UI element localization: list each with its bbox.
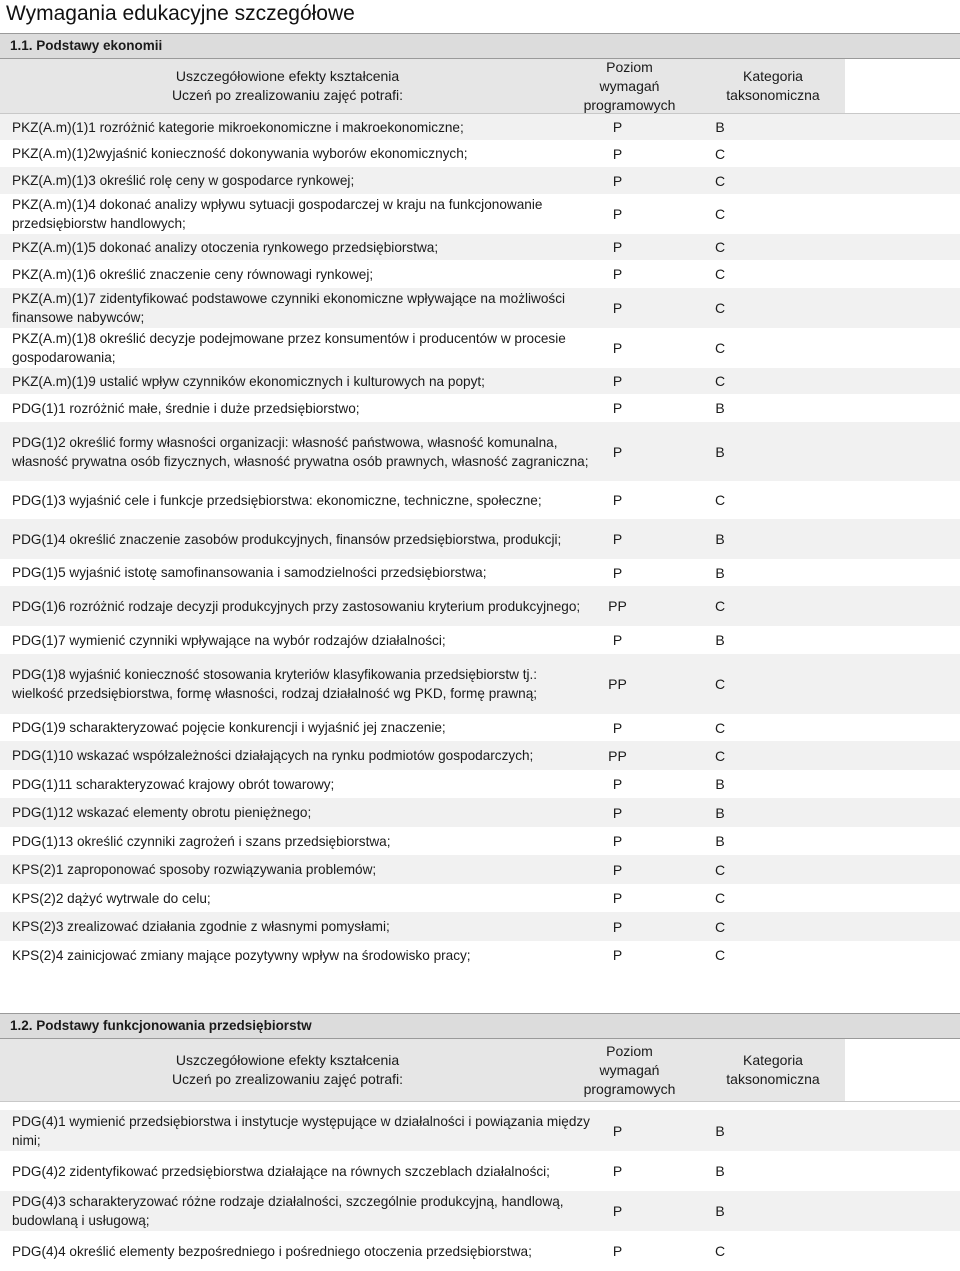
column-header-kategoria [695, 59, 845, 113]
row-poziom: P [612, 239, 623, 255]
table-row [0, 288, 960, 328]
row-kategoria: C [714, 918, 726, 935]
page-title: Wymagania edukacyjne szczegółowe [6, 2, 355, 25]
row-kategoria: C [714, 947, 726, 963]
row-text: PDG(1)4 określić znaczenie zasobów produkcyjnych, finansów przedsiębiorstwa, produkcji; [12, 531, 562, 547]
row-text: PDG(1)5 wyjaśnić istotę samofinansowania i samodzielności przedsiębiorstwa; [12, 565, 487, 580]
table-row [0, 798, 960, 827]
column-header-efekty [0, 1039, 560, 1101]
table-row [0, 941, 960, 969]
column-header-line: wymagań [599, 1061, 660, 1078]
column-header-line: wymagań [599, 77, 660, 94]
row-poziom: P [612, 564, 623, 581]
table-body [0, 1110, 960, 1271]
row-poziom: P [612, 1163, 623, 1179]
column-header-line: Uszczegółowione efekty kształcenia [175, 68, 400, 84]
row-text: PKZ(A.m)(1)5 dokonać analizy otoczenia rynkowego przedsiębiorstwa; [12, 239, 439, 255]
row-kategoria: C [714, 861, 726, 878]
row-text: PKZ(A.m)(1)8 określić decyzje podejmowane przez konsumentów i producentów w procesie gospodarowania; [12, 331, 566, 365]
row-poziom: P [612, 492, 623, 508]
row-poziom: P [612, 632, 623, 648]
row-poziom: P [612, 443, 623, 460]
row-text: PDG(1)9 scharakteryzować pojęcie konkurencji i wyjaśnić jej znaczenie; [12, 720, 446, 735]
table-row [0, 855, 960, 884]
row-text: PDG(4)4 określić elementy bezpośredniego i pośredniego otoczenia przedsiębiorstwa; [12, 1243, 532, 1259]
row-text: PKZ(A.m)(1)6 określić znaczenie ceny równowagi rynkowej; [12, 266, 374, 282]
row-kategoria: C [714, 676, 726, 692]
row-kategoria: C [714, 598, 726, 614]
table-row [0, 1191, 960, 1231]
row-poziom: P [612, 400, 623, 416]
row-text: PKZ(A.m)(1)2wyjaśnić konieczność dokonywania wyborów ekonomicznych; [12, 146, 468, 161]
table-row [0, 626, 960, 654]
row-text: PDG(4)3 scharakteryzować różne rodzaje działalności, szczególnie produkcyjną, handlową, budowlaną i usługową; [12, 1194, 564, 1228]
row-text: PDG(1)12 wskazać elementy obrotu pieniężnego; [12, 805, 312, 820]
table-body [0, 114, 960, 969]
table-row [0, 741, 960, 770]
row-text: PDG(1)7 wymienić czynniki wpływające na wybór rodzajów działalności; [12, 632, 446, 648]
row-text: PDG(4)2 zidentyfikować przedsiębiorstwa działające na równych szczeblach działalności; [12, 1163, 550, 1179]
row-poziom: P [612, 1122, 623, 1139]
row-kategoria: B [715, 1203, 725, 1219]
table-row [0, 714, 960, 741]
row-text: PDG(1)3 wyjaśnić cele i funkcje przedsiębiorstwa: ekonomiczne, techniczne, społeczne; [12, 492, 542, 508]
row-kategoria: B [715, 804, 725, 821]
row-poziom: PP [608, 747, 627, 764]
column-header-spacer [845, 59, 960, 113]
row-kategoria: B [715, 564, 725, 581]
row-poziom: P [612, 861, 623, 878]
row-kategoria: C [714, 266, 726, 282]
row-text: PDG(1)6 rozróżnić rodzaje decyzji produkcyjnych przy zastosowaniu kryterium produkcyjnego; [12, 598, 581, 614]
row-poziom: P [612, 266, 623, 282]
row-text: PDG(1)13 określić czynniki zagrożeń i szans przedsiębiorstwa; [12, 833, 391, 849]
row-kategoria: C [714, 239, 726, 255]
table-row [0, 586, 960, 626]
row-text: PKZ(A.m)(1)3 określić rolę ceny w gospodarce rynkowej; [12, 173, 355, 188]
row-text: PDG(1)11 scharakteryzować krajowy obrót towarowy; [12, 776, 335, 792]
column-header-row [0, 1039, 960, 1102]
row-text: PKZ(A.m)(1)7 zidentyfikować podstawowe czynniki ekonomiczne wpływające na możliwości finansowe nabywców; [12, 291, 566, 325]
column-header-line: Poziom [606, 1042, 653, 1059]
column-header-spacer [845, 1039, 960, 1101]
section-title: 1.1. Podstawy ekonomii [0, 33, 960, 59]
row-poziom: P [612, 833, 623, 849]
table-row [0, 194, 960, 234]
row-kategoria: B [715, 632, 725, 648]
row-text: KPS(2)1 zaproponować sposoby rozwiązywania problemów; [12, 862, 377, 877]
table-row [0, 328, 960, 368]
row-poziom: P [612, 145, 623, 162]
row-poziom: P [612, 1243, 623, 1259]
row-poziom: P [612, 531, 623, 547]
table-row [0, 140, 960, 167]
section-podstawy-funkcjonowania [0, 1013, 960, 1271]
table-row [0, 1231, 960, 1271]
row-poziom: P [612, 719, 623, 736]
row-kategoria: B [715, 531, 725, 547]
row-poziom: P [612, 804, 623, 821]
table-row [0, 912, 960, 941]
row-kategoria: C [714, 145, 726, 162]
column-header-poziom [560, 1039, 695, 1101]
row-kategoria: B [715, 776, 725, 792]
column-header-row [0, 59, 960, 114]
table-row [0, 770, 960, 798]
row-poziom: P [612, 206, 623, 222]
row-poziom: P [612, 776, 623, 792]
column-header-line: programowych [583, 96, 676, 113]
row-kategoria: C [714, 492, 726, 508]
row-kategoria: B [715, 400, 725, 416]
column-header-line: Kategoria [743, 68, 803, 84]
table-row [0, 422, 960, 481]
row-kategoria: C [714, 719, 726, 736]
row-kategoria: C [714, 890, 726, 906]
row-kategoria: C [714, 340, 726, 356]
section-podstawy-ekonomii [0, 33, 960, 969]
row-poziom: PP [608, 598, 627, 614]
row-kategoria: C [714, 300, 726, 316]
row-text: PKZ(A.m)(1)4 dokonać analizy wpływu sytuacji gospodarczej w kraju na funkcjonowanie przedsiębiorstw handlowych; [12, 197, 543, 231]
row-text: PDG(4)1 wymienić przedsiębiorstwa i instytucje występujące w działalności i powiązania między nimi; [12, 1113, 590, 1148]
row-text: PDG(1)2 określić formy własności organizacji: własność państwowa, własność komunalna, własność prywatna osób fizycznych, własność prywatna osób prawnych, własność zagraniczna; [12, 434, 589, 469]
row-text: PDG(1)1 rozróżnić małe, średnie i duże przedsiębiorstwo; [12, 400, 360, 416]
row-kategoria: C [714, 373, 726, 389]
table-row [0, 884, 960, 912]
row-poziom: PP [608, 676, 627, 692]
column-header-line: Uczeń po zrealizowaniu zajęć potrafi: [171, 1071, 404, 1087]
row-kategoria: C [714, 206, 726, 222]
table-row [0, 1151, 960, 1191]
column-header-line: programowych [583, 1080, 676, 1097]
row-kategoria: B [715, 1163, 725, 1179]
table-row [0, 260, 960, 288]
table-row [0, 394, 960, 422]
row-text: PKZ(A.m)(1)9 ustalić wpływ czynników ekonomicznych i kulturowych na popyt; [12, 373, 485, 389]
table-row [0, 559, 960, 586]
column-header-line: taksonomiczna [726, 1071, 820, 1087]
row-poziom: P [612, 890, 623, 906]
table-row [0, 1110, 960, 1151]
column-header-efekty [0, 59, 560, 113]
row-poziom: P [612, 947, 623, 963]
table-row [0, 234, 960, 260]
column-header-line: Kategoria [743, 1052, 803, 1068]
section-title: 1.2. Podstawy funkcjonowania przedsiębiorstw [0, 1013, 960, 1039]
table-row [0, 654, 960, 714]
row-poziom: P [612, 172, 623, 189]
column-header-line: taksonomiczna [726, 87, 820, 103]
row-poziom: P [612, 373, 623, 389]
table-row [0, 827, 960, 855]
row-text: KPS(2)2 dążyć wytrwale do celu; [12, 890, 211, 906]
table-row [0, 481, 960, 519]
table-row [0, 519, 960, 559]
row-kategoria: B [715, 1122, 725, 1139]
table-row [0, 167, 960, 194]
row-text: KPS(2)4 zainicjować zmiany mające pozytywny wpływ na środowisko pracy; [12, 947, 471, 963]
column-header-kategoria [695, 1039, 845, 1101]
row-text: KPS(2)3 zrealizować działania zgodnie z własnymi pomysłami; [12, 919, 390, 934]
row-kategoria: C [714, 1243, 726, 1259]
row-poziom: P [612, 300, 623, 316]
row-kategoria: C [714, 172, 726, 189]
row-kategoria: B [715, 119, 725, 135]
column-header-line: Uszczegółowione efekty kształcenia [175, 1052, 400, 1068]
row-poziom: P [612, 340, 623, 356]
row-kategoria: C [714, 747, 726, 764]
row-text: PDG(1)10 wskazać współzależności działających na rynku podmiotów gospodarczych; [12, 748, 534, 763]
row-poziom: P [612, 119, 623, 135]
row-kategoria: B [715, 443, 725, 460]
column-header-line: Poziom [606, 58, 653, 75]
row-text: PDG(1)8 wyjaśnić konieczność stosowania kryteriów klasyfikowania przedsiębiorstw tj.: wielkość przedsiębiorstwa, formę własności, rodzaj działalność wg PKD, formę prawną; [12, 667, 538, 701]
row-poziom: P [612, 918, 623, 935]
column-header-line: Uczeń po zrealizowaniu zajęć potrafi: [171, 87, 404, 103]
row-poziom: P [612, 1203, 623, 1219]
row-kategoria: B [715, 833, 725, 849]
row-text: PKZ(A.m)(1)1 rozróżnić kategorie mikroekonomiczne i makroekonomiczne; [12, 119, 464, 135]
table-row [0, 368, 960, 394]
table-row [0, 114, 960, 140]
column-header-poziom [560, 59, 695, 113]
